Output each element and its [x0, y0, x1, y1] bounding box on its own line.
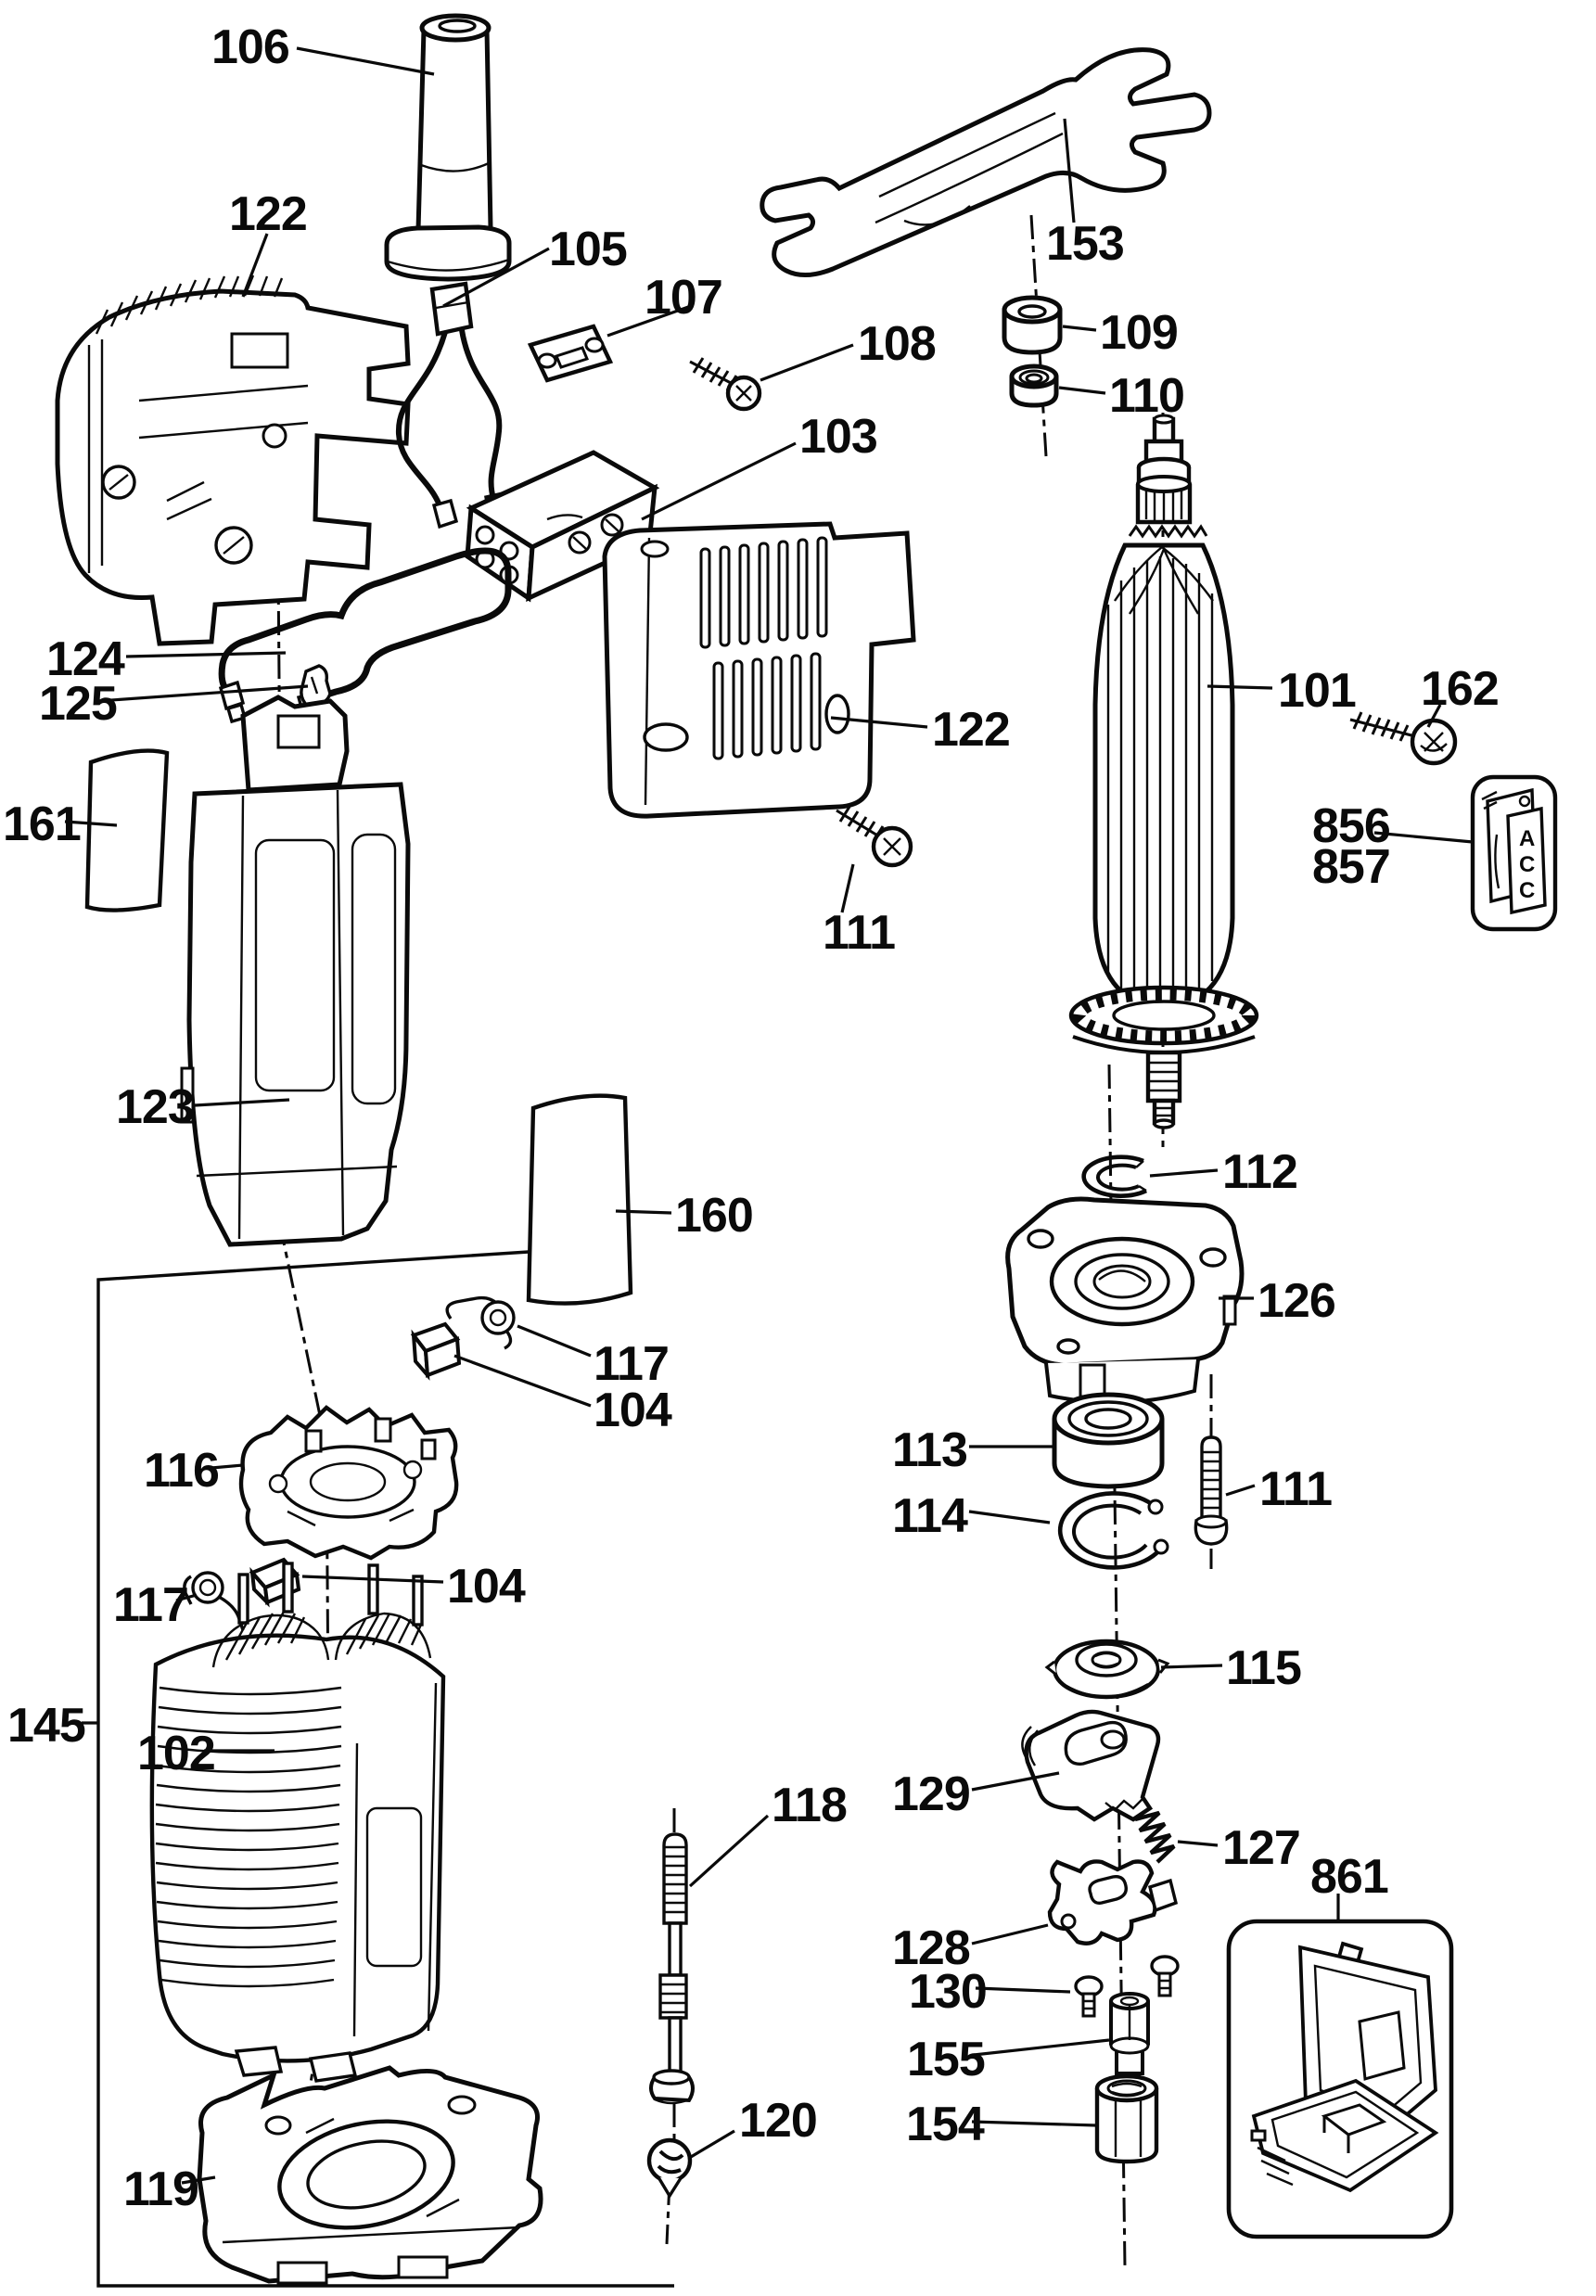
leader-130	[976, 1988, 1070, 1992]
clamp-lever	[1022, 1712, 1158, 1819]
open-end-wrench	[762, 50, 1209, 275]
callout-124: 124	[46, 632, 124, 686]
callout-108: 108	[858, 317, 936, 371]
clamp-washer	[1047, 1641, 1168, 1697]
callout-115: 115	[1226, 1641, 1301, 1695]
callout-125: 125	[39, 677, 117, 731]
callout-857: 857	[1312, 840, 1390, 894]
field-stator	[152, 1563, 443, 2081]
field-case-cover	[605, 524, 913, 816]
coil-spring	[1135, 1813, 1174, 1862]
callout-128: 128	[892, 1921, 970, 1975]
leader-104-right	[454, 1356, 591, 1406]
collet	[1111, 1994, 1148, 2077]
callout-120: 120	[739, 2094, 817, 2148]
callout-155: 155	[907, 2033, 985, 2086]
leader-106	[297, 48, 434, 74]
leader-114	[969, 1512, 1050, 1523]
carrying-case	[1229, 1921, 1451, 2237]
screw-118	[651, 1834, 693, 2103]
callout-153: 153	[1046, 217, 1124, 271]
leader-120	[691, 2131, 734, 2157]
callout-101: 101	[1278, 664, 1356, 718]
spindle-base	[199, 2068, 541, 2283]
brush-spring-clip-left	[185, 1573, 243, 1630]
screw-162	[1350, 712, 1455, 763]
leader-115	[1161, 1665, 1222, 1667]
leader-112	[1150, 1170, 1218, 1176]
wave-washer	[1084, 1157, 1146, 1196]
callout-154: 154	[906, 2098, 984, 2151]
leader-127	[1178, 1842, 1218, 1845]
callout-118: 118	[772, 1779, 847, 1832]
acc-letter-3: C	[1519, 878, 1536, 903]
screw-108	[690, 358, 760, 409]
leader-111-right	[1226, 1486, 1255, 1495]
screw-111-left	[836, 807, 911, 865]
callout-111-right: 111	[1259, 1462, 1333, 1516]
callout-111-left: 111	[823, 906, 896, 960]
callout-103: 103	[799, 410, 877, 464]
bearing-109	[1004, 298, 1060, 352]
callout-117-right: 117	[594, 1337, 669, 1391]
retaining-ring	[1060, 1493, 1168, 1567]
callout-116: 116	[144, 1444, 219, 1498]
callout-107: 107	[645, 271, 722, 325]
carbon-brush-right	[414, 1324, 459, 1375]
screw-111-right	[1195, 1437, 1226, 1544]
leader-109	[1063, 326, 1096, 330]
callout-117-left: 117	[113, 1578, 188, 1632]
callout-160: 160	[675, 1189, 753, 1243]
callout-127: 127	[1222, 1821, 1300, 1875]
brush-holder-assembly	[241, 1408, 456, 1558]
acc-letter-2: C	[1519, 852, 1536, 877]
motor-housing-half	[57, 275, 408, 644]
screw-120	[649, 2140, 690, 2196]
callout-130: 130	[909, 1965, 987, 2019]
callout-104-right: 104	[594, 1384, 671, 1437]
motor-housing	[182, 697, 408, 1244]
acc-letter-1: A	[1519, 826, 1536, 851]
callout-856: 856	[1312, 799, 1390, 853]
cord-clamp-plate	[530, 326, 610, 380]
label-sticker-161	[87, 751, 167, 911]
callout-109: 109	[1100, 306, 1178, 360]
callout-145: 145	[7, 1699, 85, 1753]
armature	[1071, 415, 1257, 1128]
leader-155	[974, 2040, 1109, 2055]
leader-124	[126, 653, 286, 657]
leader-117-right	[517, 1326, 591, 1356]
callout-106: 106	[211, 20, 289, 74]
callout-114: 114	[892, 1489, 967, 1543]
callout-129: 129	[892, 1767, 970, 1821]
callout-104-left: 104	[447, 1560, 525, 1614]
leader-101	[1207, 686, 1272, 688]
collet-nut	[1097, 2076, 1156, 2162]
bearing-110	[1012, 366, 1056, 405]
callout-102: 102	[137, 1727, 215, 1780]
leader-103	[642, 443, 796, 519]
callout-122-left: 122	[229, 187, 307, 241]
leader-110	[1059, 388, 1105, 393]
callout-113: 113	[892, 1423, 967, 1477]
callout-119: 119	[123, 2162, 198, 2216]
callout-123: 123	[116, 1080, 194, 1134]
callout-161: 161	[3, 797, 81, 851]
callout-110: 110	[1109, 369, 1184, 423]
bearing-flange-housing	[1008, 1199, 1242, 1402]
cord-boot-and-leads	[399, 284, 506, 527]
handle-knob	[387, 16, 509, 279]
leader-154	[972, 2122, 1096, 2125]
accessory-card	[1473, 777, 1555, 929]
leader-118	[690, 1816, 768, 1886]
leader-108	[760, 345, 853, 380]
callout-112: 112	[1222, 1145, 1297, 1199]
leader-160	[616, 1211, 671, 1213]
callout-861: 861	[1310, 1850, 1388, 1904]
callout-122-right: 122	[932, 703, 1010, 757]
cam-plate	[1050, 1861, 1176, 1943]
callout-105: 105	[549, 223, 627, 276]
leader-128	[972, 1925, 1048, 1944]
callout-126: 126	[1258, 1274, 1335, 1328]
callout-162: 162	[1421, 662, 1499, 716]
ball-bearing-113	[1054, 1395, 1162, 1486]
label-sticker-160	[529, 1096, 631, 1304]
